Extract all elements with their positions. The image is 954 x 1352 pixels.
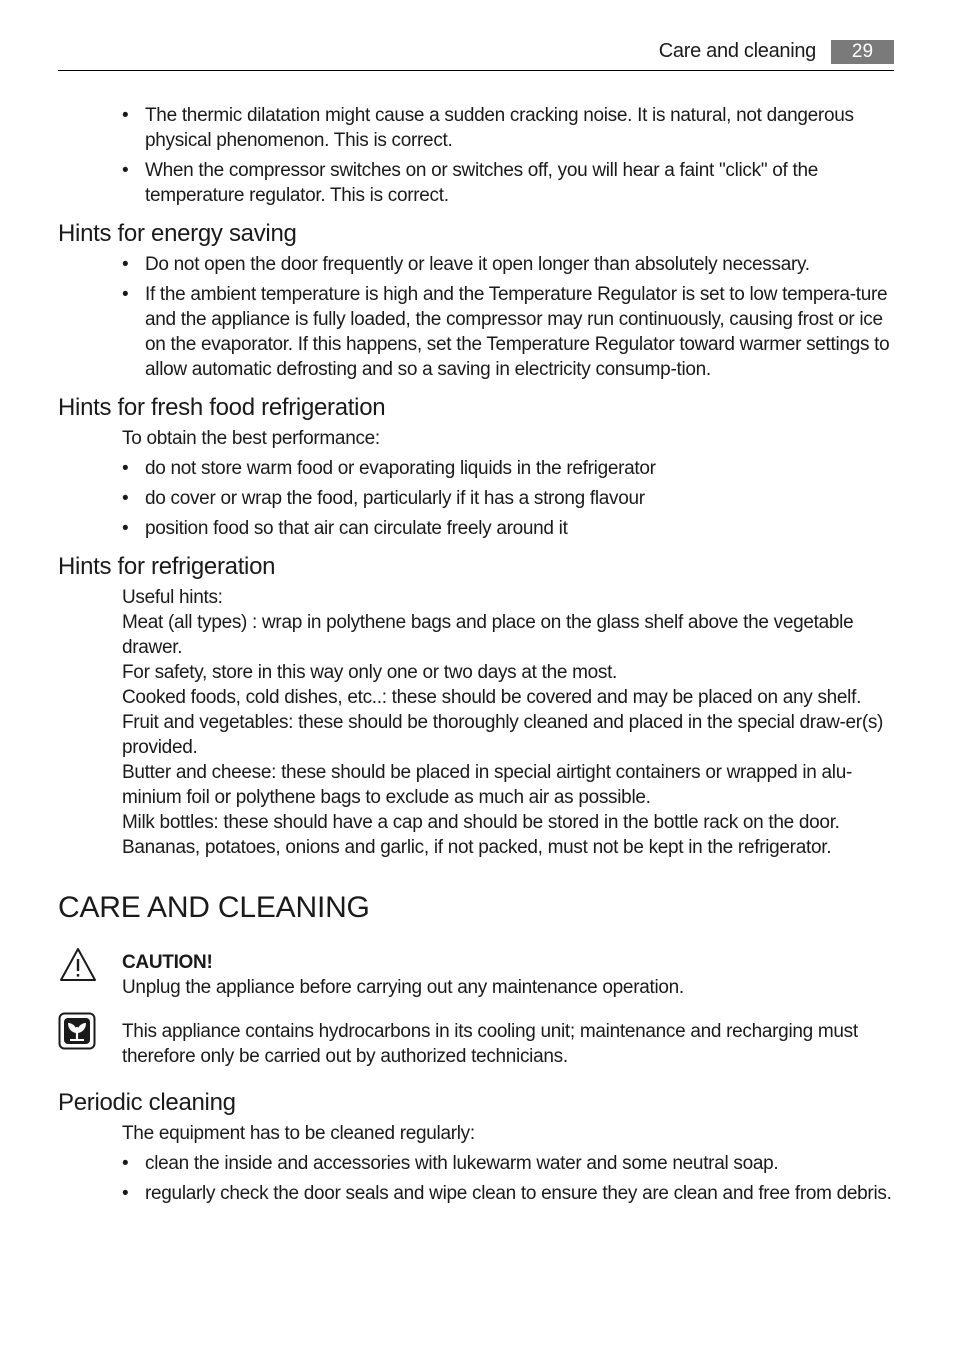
list-item: • When the compressor switches on or switches off, you will hear a faint "click" of the temperature regulator. This is correct. (122, 160, 818, 206)
bullet-icon: • (122, 1153, 129, 1174)
periodic-bullet-list (58, 1151, 894, 1206)
environment-icon (58, 1012, 96, 1057)
environment-notice (58, 1019, 894, 1069)
list-item: • regularly check the door seals and wipe clean to ensure they are clean and free from debris. (122, 1183, 892, 1204)
hint-line: Meat (all types) : wrap in polythene bags and place on the glass shelf above the vegetable drawer. (122, 612, 854, 658)
page-number: 29 (831, 40, 894, 64)
chapter-title: CARE AND CLEANING (58, 891, 370, 924)
page-header (58, 38, 894, 71)
bullet-icon: • (122, 1183, 129, 1204)
section-heading: Hints for fresh food refrigeration (58, 394, 386, 421)
caution-label: CAUTION! (122, 952, 213, 973)
bullet-icon: • (122, 488, 129, 509)
page-content (58, 103, 894, 1211)
bullet-icon: • (122, 160, 129, 181)
hint-line: Fruit and vegetables: these should be thoroughly cleaned and placed in the special draw-er(s) provided. (122, 712, 884, 758)
hint-line: Bananas, potatoes, onions and garlic, if not packed, must not be kept in the refrigerator. (122, 837, 832, 858)
caution-text: Unplug the appliance before carrying out any maintenance operation. (122, 977, 684, 998)
section-energy-saving (58, 219, 894, 382)
section-refrigeration (58, 552, 894, 860)
bullet-icon: • (122, 518, 129, 539)
bullet-icon: • (122, 254, 129, 275)
hint-line: Butter and cheese: these should be placed in special airtight containers or wrapped in alu-minium foil or polythene bags to exclude as much air as possible. (122, 762, 853, 808)
list-item: • The thermic dilatation might cause a sudden cracking noise. It is natural, not dangerous physical phenomenon. This is correct. (122, 105, 854, 151)
section-intro: To obtain the best performance: (122, 428, 380, 449)
list-item: • position food so that air can circulate freely around it (122, 518, 568, 539)
list-item: • do cover or wrap the food, particularly if it has a strong flavour (122, 488, 645, 509)
hint-line: For safety, store in this way only one or two days at the most. (122, 662, 618, 683)
intro-bullet-list (58, 103, 894, 208)
section-fresh-food (58, 393, 894, 541)
section-heading: Hints for energy saving (58, 220, 297, 247)
list-item: • do not store warm food or evaporating liquids in the refrigerator (122, 458, 656, 479)
warning-triangle-icon (58, 946, 98, 991)
hint-line: Useful hints: (122, 587, 223, 608)
section-heading: Hints for refrigeration (58, 553, 276, 580)
refrigeration-hints (58, 585, 894, 860)
hint-line: Cooked foods, cold dishes, etc..: these should be covered and may be placed on any shelf. (122, 687, 862, 708)
header-title: Care and cleaning (658, 40, 816, 62)
section-intro: The equipment has to be cleaned regularly: (122, 1123, 475, 1144)
bullet-icon: • (122, 458, 129, 479)
section-heading: Periodic cleaning (58, 1089, 236, 1116)
list-item: • clean the inside and accessories with lukewarm water and some neutral soap. (122, 1153, 779, 1174)
bullet-icon: • (122, 105, 129, 126)
hint-line: Milk bottles: these should have a cap and should be stored in the bottle rack on the door. (122, 812, 840, 833)
bullet-icon: • (122, 284, 129, 305)
environment-text: This appliance contains hydrocarbons in its cooling unit; maintenance and recharging must therefore only be carried out by authorized technicians. (122, 1021, 858, 1067)
section-periodic-cleaning (58, 1088, 894, 1206)
list-item: • Do not open the door frequently or leave it open longer than absolutely necessary. (122, 254, 810, 275)
fresh-bullet-list (58, 456, 894, 541)
energy-bullet-list (58, 252, 894, 382)
caution-notice (58, 950, 894, 1000)
list-item: • If the ambient temperature is high and the Temperature Regulator is set to low tempera-ture and the appliance is fully loaded, the compressor may run continuously, causing frost or ice on the evaporator. If this happens, set the Temperature Regulator toward warmer settings to allow automatic defrosting and so a saving in electricity consump-tion. (122, 284, 890, 380)
